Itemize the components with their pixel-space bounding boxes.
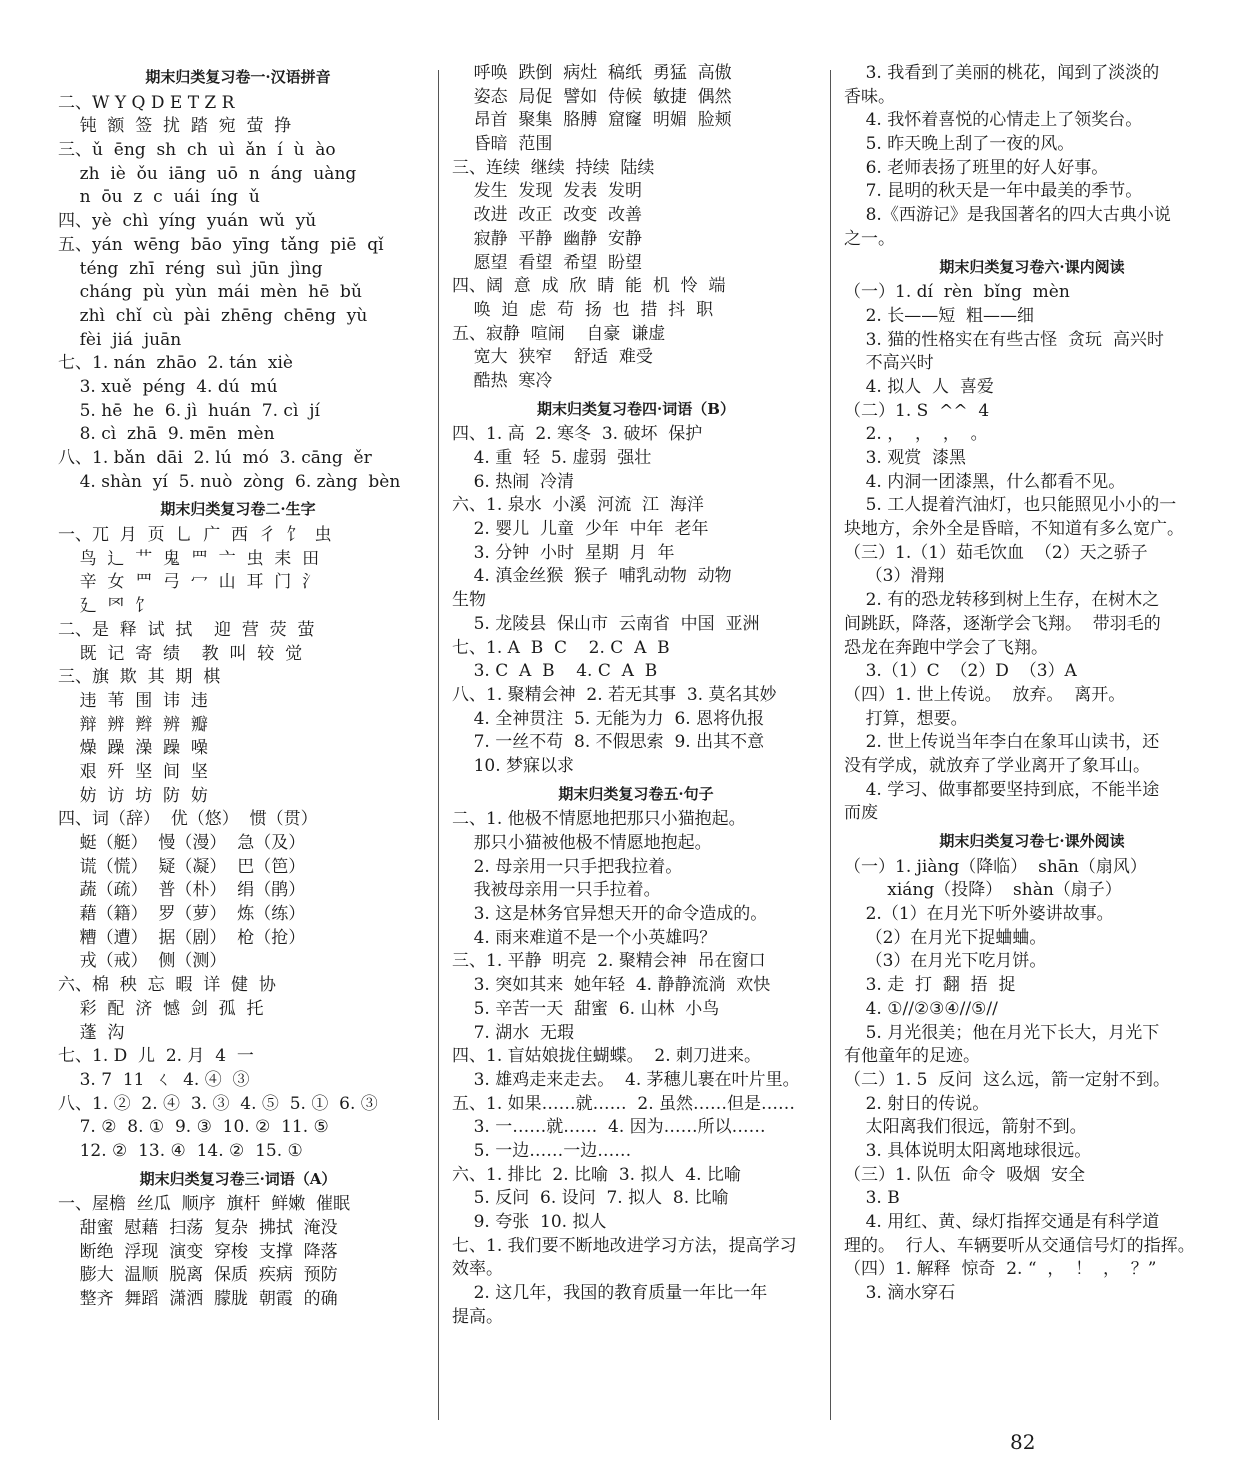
- answer-line: 3. 一……就…… 4. 因为……所以……: [452, 1117, 766, 1138]
- answer-column-3: [844, 62, 1220, 1306]
- answer-line: 断绝 浮现 演变 穿梭 支撑 降落: [58, 1241, 338, 1262]
- section-heading: 期末归类复习卷二·生字: [160, 500, 316, 519]
- answer-line: 昏暗 范围: [452, 134, 553, 155]
- answer-line: 4. 用红、黄、绿灯指挥交通是有科学道: [844, 1212, 1160, 1232]
- answer-line: 姿态 局促 譬如 侍候 敏捷 偶然: [452, 86, 732, 107]
- answer-line: 谎（慌） 疑（凝） 巴（笆）: [58, 856, 306, 877]
- answer-line: 5. 昨天晚上刮了一夜的风。: [844, 134, 1075, 155]
- answer-line: 2. 有的恐龙转移到树上生存，在树木之: [844, 590, 1160, 611]
- answer-line: 艰 歼 坚 间 坚: [58, 761, 208, 782]
- answer-line: 4. 重 轻 5. 虚弱 强壮: [452, 448, 652, 468]
- answer-line: 蓬 沟: [58, 1022, 125, 1043]
- answer-line: （3）在月光下吃月饼。: [844, 951, 1047, 972]
- answer-line: 发生 发现 发表 发明: [452, 181, 643, 202]
- answer-line: 甜蜜 慰藉 扫荡 复杂 拂拭 淹没: [58, 1218, 338, 1238]
- answer-line: 3. 7 11 ㄑ 4. ④ ③: [58, 1069, 250, 1090]
- answer-line: 之一。: [844, 228, 895, 249]
- answer-line: 2.（1）在月光下听外婆讲故事。: [844, 904, 1114, 925]
- answer-line: （3）滑翔: [844, 566, 945, 587]
- answer-line: 我被母亲用一只手拉着。: [452, 880, 661, 901]
- section-heading: 期末归类复习卷一·汉语拼音: [145, 68, 331, 86]
- answer-line: 5. hē he 6. jì huán 7. cì jí: [58, 400, 320, 421]
- answer-line: （一）1. dí rèn bǐng mèn: [844, 282, 1070, 303]
- answer-line: 4. 全神贯注 5. 无能为力 6. 恩将仇报: [452, 708, 765, 729]
- section-heading: 期末归类复习卷三·词语（A）: [139, 1169, 337, 1188]
- answer-line: 既 记 寄 绩 教 叫 较 觉: [58, 643, 303, 664]
- answer-line: 2. 这几年，我国的教育质量一年比一年: [452, 1283, 768, 1304]
- answer-line: 7. 一丝不苟 8. 不假思索 9. 出其不意: [452, 732, 765, 753]
- answer-line: 六、1. 排比 2. 比喻 3. 拟人 4. 比喻: [452, 1164, 741, 1185]
- answer-line: （二）1. S ^^ 4: [844, 400, 990, 421]
- answer-line: 六、1. 泉水 小溪 河流 江 海洋: [452, 495, 704, 516]
- answer-line: 3. 猫的性格实在有些古怪 贪玩 高兴时: [844, 329, 1164, 350]
- answer-line: 七、1. nán zhāo 2. tán xiè: [58, 353, 293, 374]
- answer-line: 3. 我看到了美丽的桃花，闻到了淡淡的: [844, 63, 1160, 83]
- answer-line: 八、1. ② 2. ④ 3. ③ 4. ⑤ 5. ① 6. ③: [58, 1093, 378, 1114]
- answer-line: 七、1. A B C 2. C A B: [452, 637, 670, 658]
- answer-line: 9. 夸张 10. 拟人: [452, 1212, 607, 1232]
- answer-line: 彩 配 济 憾 剑 孤 托: [58, 998, 264, 1019]
- answer-line: 4. shàn yí 5. nuò zòng 6. zàng bèn: [58, 471, 401, 492]
- answer-line: 违 苇 围 讳 违: [58, 690, 208, 711]
- answer-line: 4. 内洞一团漆黑，什么都看不见。: [844, 471, 1126, 492]
- answer-line: 3. 具体说明太阳离地球很远。: [844, 1140, 1092, 1161]
- answer-line: 酷热 寒冷: [452, 370, 553, 391]
- answer-line: 4. ①//②③④//⑤//: [844, 998, 998, 1019]
- answer-line: zhì chǐ cù pài zhēng chēng yù: [58, 305, 368, 326]
- answer-line: 5. 辛苦一天 甜蜜 6. 山林 小鸟: [452, 998, 720, 1019]
- answer-line: n ōu z c uái íng ǔ: [58, 187, 260, 208]
- answer-line: 太阳离我们很远，箭射不到。: [844, 1117, 1087, 1138]
- answer-line: 4. 雨来难道不是一个小英雄吗？: [452, 927, 717, 948]
- answer-line: （四）1. 解释 惊奇 2. “ ， ！ ， ？”: [844, 1259, 1157, 1280]
- answer-line: 二、是 释 试 拭 迎 营 荧 萤: [58, 619, 315, 640]
- answer-line: 糟（遭） 据（剧） 枪（抢）: [58, 927, 306, 948]
- answer-line: （四）1. 世上传说。 放弃。 离开。: [844, 684, 1126, 705]
- answer-line: 蔬（疏） 普（朴） 绢（鹃）: [58, 880, 306, 901]
- answer-line: 7. 湖水 无瑕: [452, 1022, 575, 1043]
- answer-line: 提高。: [452, 1306, 503, 1327]
- answer-line: 愿望 看望 希望 盼望: [452, 252, 643, 273]
- answer-line: 5. 反问 6. 设问 7. 拟人 8. 比喻: [452, 1188, 729, 1209]
- answer-line: 四、1. 盲姑娘拢住蝴蝶。 2. 刺刀进来。: [452, 1046, 762, 1067]
- answer-line: 没有学成，就放弃了学业离开了象耳山。: [844, 755, 1150, 776]
- answer-line: 7. ② 8. ① 9. ③ 10. ② 11. ⑤: [58, 1117, 329, 1138]
- section-heading: 期末归类复习卷七·课外阅读: [939, 832, 1125, 850]
- answer-line: 藉（籍） 罗（萝） 炼（练）: [58, 904, 306, 925]
- answer-line: 3. B: [844, 1188, 900, 1209]
- answer-line: 唤 迫 虑 苟 扬 也 措 抖 职: [452, 299, 714, 320]
- answer-line: téng zhī réng suì jūn jìng: [58, 258, 323, 279]
- section-heading: 期末归类复习卷六·课内阅读: [939, 257, 1125, 276]
- answer-line: 三、1. 平静 明亮 2. 聚精会神 吊在窗口: [452, 951, 766, 972]
- answer-line: 七、1. 我们要不断地改进学习方法，提高学习: [452, 1235, 797, 1256]
- section-heading: 期末归类复习卷四·词语（B）: [537, 399, 735, 418]
- section-heading: 期末归类复习卷五·句子: [558, 784, 714, 803]
- answer-line: 3. 这是林务官异想天开的命令造成的。: [452, 904, 768, 925]
- answer-line: 改进 改正 改变 改善: [452, 205, 643, 226]
- answer-line: 2. 母亲用一只手把我拉着。: [452, 856, 683, 877]
- answer-line: 三、连续 继续 持续 陆续: [452, 157, 655, 178]
- answer-line: 香味。: [844, 86, 895, 107]
- answer-line: 宽大 狭窄 舒适 难受: [452, 347, 653, 368]
- answer-line: 打算，想要。: [844, 708, 968, 729]
- answer-line: 那只小猫被他极不情愿地抱起。: [452, 833, 712, 853]
- answer-column-1: [58, 62, 418, 1312]
- answer-line: 3. 走 打 翻 捂 捉: [844, 975, 1016, 996]
- answer-line: 理的。 行人、车辆要听从交通信号灯的指挥。: [844, 1235, 1195, 1256]
- answer-line: 2. ， ， ， 。: [844, 424, 988, 445]
- answer-line: 2. 长——短 粗——细: [844, 305, 1035, 326]
- answer-line: 钝 额 签 扰 踏 宛 萤 挣: [58, 116, 292, 137]
- answer-line: cháng pù yùn mái mèn hē bǔ: [58, 282, 362, 303]
- answer-line: 辛 女 罒 弓 冖 山 耳 门 氵: [58, 572, 320, 593]
- answer-line: 八、1. 聚精会神 2. 若无其事 3. 莫名其妙: [452, 684, 777, 705]
- answer-line: 8. cì zhā 9. mēn mèn: [58, 424, 275, 445]
- answer-line: （三）1. 队伍 命令 吸烟 安全: [844, 1164, 1086, 1185]
- answer-line: 间跳跃，降落，逐渐学会飞翔。 带羽毛的: [844, 613, 1161, 634]
- answer-line: 鸟 辶 艹 鬼 罒 亠 虫 耒 田: [58, 548, 320, 569]
- answer-line: 12. ② 13. ④ 14. ② 15. ①: [58, 1140, 303, 1161]
- answer-line: 3. 雄鸡走来走去。 4. 茅穗儿裹在叶片里。: [452, 1069, 800, 1090]
- answer-line: 生物: [452, 590, 486, 611]
- answer-line: 3. xuě péng 4. dú mú: [58, 376, 278, 397]
- answer-line: 膨大 温顺 脱离 保质 疾病 预防: [58, 1265, 338, 1286]
- answer-line: 7. 昆明的秋天是一年中最美的季节。: [844, 181, 1143, 202]
- answer-line: 三、ǔ ēng sh ch uì ǎn í ù ào: [58, 140, 336, 161]
- answer-line: 妨 访 坊 防 妨: [58, 785, 208, 806]
- answer-line: 10. 梦寐以求: [452, 755, 575, 776]
- answer-line: 4. 我怀着喜悦的心情走上了领奖台。: [844, 110, 1143, 131]
- answer-line: 一、屋檐 丝瓜 顺序 旗杆 鲜嫩 催眠: [58, 1194, 351, 1215]
- answer-line: xiáng（投降） shàn（扇子）: [844, 880, 1122, 901]
- answer-line: 5. 龙陵县 保山市 云南省 中国 亚洲: [452, 613, 760, 634]
- answer-line: 4. 滇金丝猴 猴子 哺乳动物 动物: [452, 566, 732, 587]
- answer-line: zh iè ǒu iāng uō n áng uàng: [58, 163, 357, 184]
- answer-line: 辩 辨 辫 辨 瓣: [58, 714, 208, 735]
- answer-line: 八、1. bǎn dāi 2. lú mó 3. cāng ěr: [58, 448, 372, 468]
- answer-line: 五、寂静 喧闹 自豪 谦虚: [452, 323, 666, 344]
- answer-line: （2）在月光下捉蛐蛐。: [844, 927, 1047, 948]
- answer-line: 整齐 舞蹈 潇洒 朦胧 朝霞 的确: [58, 1289, 338, 1310]
- answer-line: 五、yán wēng bāo yīng tǎng piē qǐ: [58, 234, 384, 255]
- answer-line: （一）1. jiàng（降临） shān（扇风）: [844, 856, 1147, 877]
- answer-line: 四、词（辞） 优（悠） 惯（贯）: [58, 809, 318, 830]
- answer-line: 五、1. 如果……就…… 2. 虽然……但是……: [452, 1093, 796, 1114]
- answer-line: 六、棉 秧 忘 暇 详 健 协: [58, 975, 276, 996]
- answer-line: 3. 滴水穿石: [844, 1283, 956, 1304]
- answer-line: 2. 婴儿 儿童 少年 中年 老年: [452, 519, 709, 540]
- answer-line: 4. 学习、做事都要坚持到底，不能半途: [844, 779, 1160, 800]
- answer-line: 8.《西游记》是我国著名的四大古典小说: [844, 205, 1171, 226]
- answer-line: 七、1. D 儿 2. 月 4 一: [58, 1046, 254, 1067]
- answer-column-2: [452, 62, 820, 1329]
- answer-line: 而废: [844, 803, 878, 824]
- answer-line: 4. 拟人 人 喜爱: [844, 376, 994, 397]
- answer-line: 昂首 聚集 胳膊 窟窿 明媚 脸颊: [452, 110, 732, 131]
- answer-line: 四、1. 高 2. 寒冬 3. 破坏 保护: [452, 424, 703, 445]
- answer-line: fèi jiá juān: [58, 329, 182, 350]
- answer-line: 燥 躁 澡 躁 噪: [58, 738, 208, 759]
- answer-line: 呼唤 跌倒 病灶 稿纸 勇猛 高傲: [452, 63, 732, 83]
- answer-line: 3. C A B 4. C A B: [452, 661, 658, 682]
- answer-line: 戎（戒） 侧（测）: [58, 951, 227, 972]
- answer-line: 寂静 平静 幽静 安静: [452, 228, 643, 249]
- answer-line: 5. 月光很美；他在月光下长大，月光下: [844, 1022, 1160, 1043]
- answer-line: 廴 罓 饣: [58, 596, 153, 617]
- answer-line: 块地方，余外全是昏暗，不知道有多么宽广。: [844, 519, 1184, 540]
- answer-line: 2. 射日的传说。: [844, 1093, 990, 1114]
- answer-line: 3. 观赏 漆黑: [844, 448, 967, 468]
- answer-line: 2. 世上传说当年李白在象耳山读书，还: [844, 732, 1160, 753]
- answer-line: 二、1. 他极不情愿地把那只小猫抱起。: [452, 809, 746, 830]
- answer-line: 二、W Y Q D E T Z R: [58, 92, 235, 113]
- answer-line: 5. 工人提着汽油灯，也只能照见小小的一: [844, 495, 1177, 516]
- answer-line: 四、阔 意 成 欣 睛 能 机 怜 端: [452, 276, 726, 297]
- answer-line: 3. 分钟 小时 星期 月 年: [452, 542, 675, 563]
- answer-line: 5. 一边……一边……: [452, 1140, 632, 1161]
- answer-line: 3. 突如其来 她年轻 4. 静静流淌 欢快: [452, 975, 771, 996]
- column-divider-1: [438, 70, 439, 1420]
- answer-line: 不高兴时: [844, 353, 934, 374]
- answer-line: （二）1. 5 反问 这么远，箭一定射不到。: [844, 1069, 1171, 1090]
- page-number: 82: [1010, 1430, 1036, 1454]
- answer-line: 四、yè chì yíng yuán wǔ yǔ: [58, 211, 317, 232]
- answer-line: 三、旗 欺 其 期 棋: [58, 667, 221, 688]
- answer-line: 6. 老师表扬了班里的好人好事。: [844, 157, 1109, 178]
- answer-line: 6. 热闹 冷清: [452, 471, 575, 492]
- column-divider-2: [830, 70, 831, 1420]
- answer-line: 有他童年的足迹。: [844, 1046, 980, 1067]
- answer-line: （三）1.（1）茹毛饮血 （2）天之骄子: [844, 542, 1148, 563]
- answer-line: 一、兀 月 页 乚 广 西 彳 饣 虫: [58, 525, 332, 546]
- answer-line: 效率。: [452, 1259, 503, 1280]
- answer-line: 恐龙在奔跑中学会了飞翔。: [844, 637, 1048, 658]
- answer-line: 3.（1）C （2）D （3）A: [844, 661, 1077, 682]
- answer-line: 蜓（艇） 慢（漫） 急（及）: [58, 833, 306, 853]
